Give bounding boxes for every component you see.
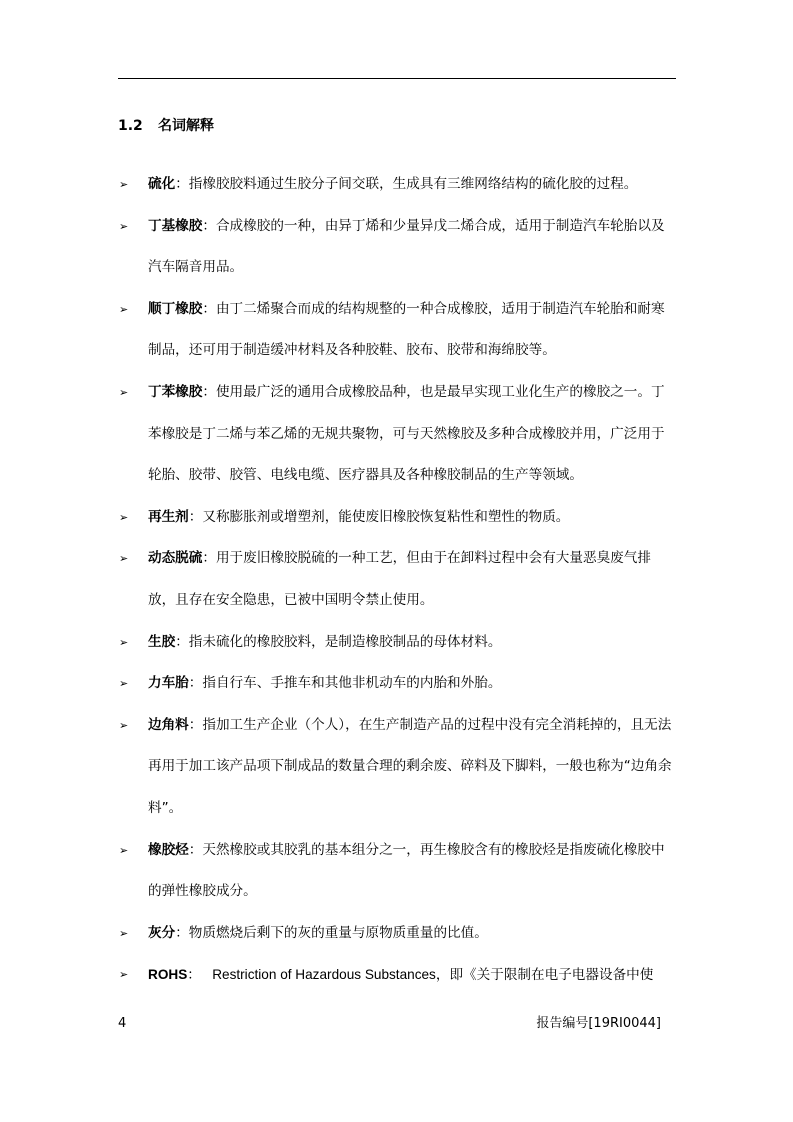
term-definition: 用于废旧橡胶脱硫的一种工艺，但由于在卸料过程中会有大量恶臭废气排放，且存在安全隐患，已被中国明令禁止使用。 [148,550,651,608]
term-definition: 指加工生产企业（个人），在生产制造产品的过程中没有完全消耗掉的，且无法再用于加工该产品项下制成品的数量合理的剩余废、碎料及下脚料，一般也称为“边角余料”。 [148,716,672,816]
term-name: 灰分 [148,924,176,941]
arrow-bullet-icon: ➢ [119,843,129,857]
term-item-raw-rubber [118,622,678,664]
term-name: 生胶 [148,633,176,650]
term-separator: ： [188,716,203,733]
term-item-dynamic-desulfurization [118,538,678,621]
term-item-cycle-tire [118,663,678,705]
term-item-ash [118,913,678,955]
arrow-bullet-icon: ➢ [119,552,129,566]
arrow-bullet-icon: ➢ [119,302,129,316]
arrow-bullet-icon: ➢ [119,510,129,524]
arrow-bullet-icon: ➢ [119,968,129,982]
arrow-bullet-icon: ➢ [119,635,129,649]
term-definition: 使用最广泛的通用合成橡胶品种，也是最早实现工业化生产的橡胶之一。丁苯橡胶是丁二烯与苯乙烯的无规共聚物，可与天然橡胶及多种合成橡胶并用，广泛用于轮胎、胶带、胶管、电线电缆、医疗器具及各种橡胶制品的生产等领域。 [148,383,665,484]
term-name: ROHS [148,967,188,983]
term-definition: 物质燃烧后剩下的灰的重量与原物质重量的比值。 [188,924,488,941]
report-id: 报告编号[19RI0044] [536,1016,661,1031]
term-name: 丁基橡胶 [148,217,203,234]
term-item-butyl-rubber [118,206,678,289]
term-item-sbr [118,372,678,497]
arrow-bullet-icon: ➢ [119,219,129,233]
arrow-bullet-icon: ➢ [119,178,129,191]
arrow-bullet-icon: ➢ [119,926,129,940]
page-number: 4 [118,1016,127,1031]
term-name: 丁苯橡胶 [148,383,203,400]
header-rule [118,78,676,79]
term-name: 力车胎 [148,675,189,692]
term-separator: ： [175,924,189,941]
term-separator: ： [175,176,189,192]
term-separator: ： [188,508,203,525]
arrow-bullet-icon: ➢ [119,718,129,732]
term-definition: 天然橡胶或其胶乳的基本组分之一，再生橡胶含有的橡胶烃是指废硫化橡胶中的弹性橡胶成分。 [148,841,665,900]
term-definition: 指未硫化的橡胶胶料，是制造橡胶制品的母体材料。 [188,633,502,650]
term-separator: ： [202,300,216,317]
term-name: 硫化 [148,176,176,192]
term-item-rohs [118,954,678,997]
section-heading [118,116,214,136]
term-separator: ： [175,633,189,650]
arrow-bullet-icon: ➢ [119,677,129,691]
term-name: 顺丁橡胶 [148,300,203,317]
term-separator: ： [187,967,201,984]
term-name: 再生剂 [148,508,189,525]
term-item-scrap [118,705,678,830]
arrow-bullet-icon: ➢ [119,385,129,399]
term-name: 橡胶烃 [148,841,189,858]
term-definition: 又称膨胀剂或增塑剂，能使废旧橡胶恢复粘性和塑性的物质。 [202,508,570,525]
term-item-rubber-hydrocarbon [118,830,678,913]
section-title: 名词解释 [158,118,214,134]
term-separator: ： [202,217,216,234]
term-list [118,164,678,997]
term-definition: 由丁二烯聚合而成的结构规整的一种合成橡胶，适用于制造汽车轮胎和耐寒制品，还可用于制造缓冲材料及各种胶鞋、胶布、胶带和海绵胶等。 [148,300,665,359]
term-item-regenerant [118,497,678,539]
term-definition: 指自行车、手推车和其他非机动车的内胎和外胎。 [202,675,502,692]
term-separator: ： [202,550,216,567]
term-definition: 指橡胶胶料通过生胶分子间交联，生成具有三维网络结构的硫化胶的过程。 [188,176,638,192]
term-definition: 合成橡胶的一种，由异丁烯和少量异戊二烯合成，适用于制造汽车轮胎以及汽车隔音用品。 [148,217,665,276]
term-item-butadiene-rubber [118,289,678,372]
term-item-vulcanization [118,164,678,206]
section-number: 1.2 [118,118,143,134]
term-separator: ： [202,383,216,400]
term-name: 动态脱硫 [148,550,203,567]
term-separator: ： [188,675,203,692]
term-name: 边角料 [148,716,189,733]
term-separator: ： [188,841,203,858]
term-definition: Restriction of Hazardous Substances，即《关于限制在电子电器设备中使 [200,967,654,983]
